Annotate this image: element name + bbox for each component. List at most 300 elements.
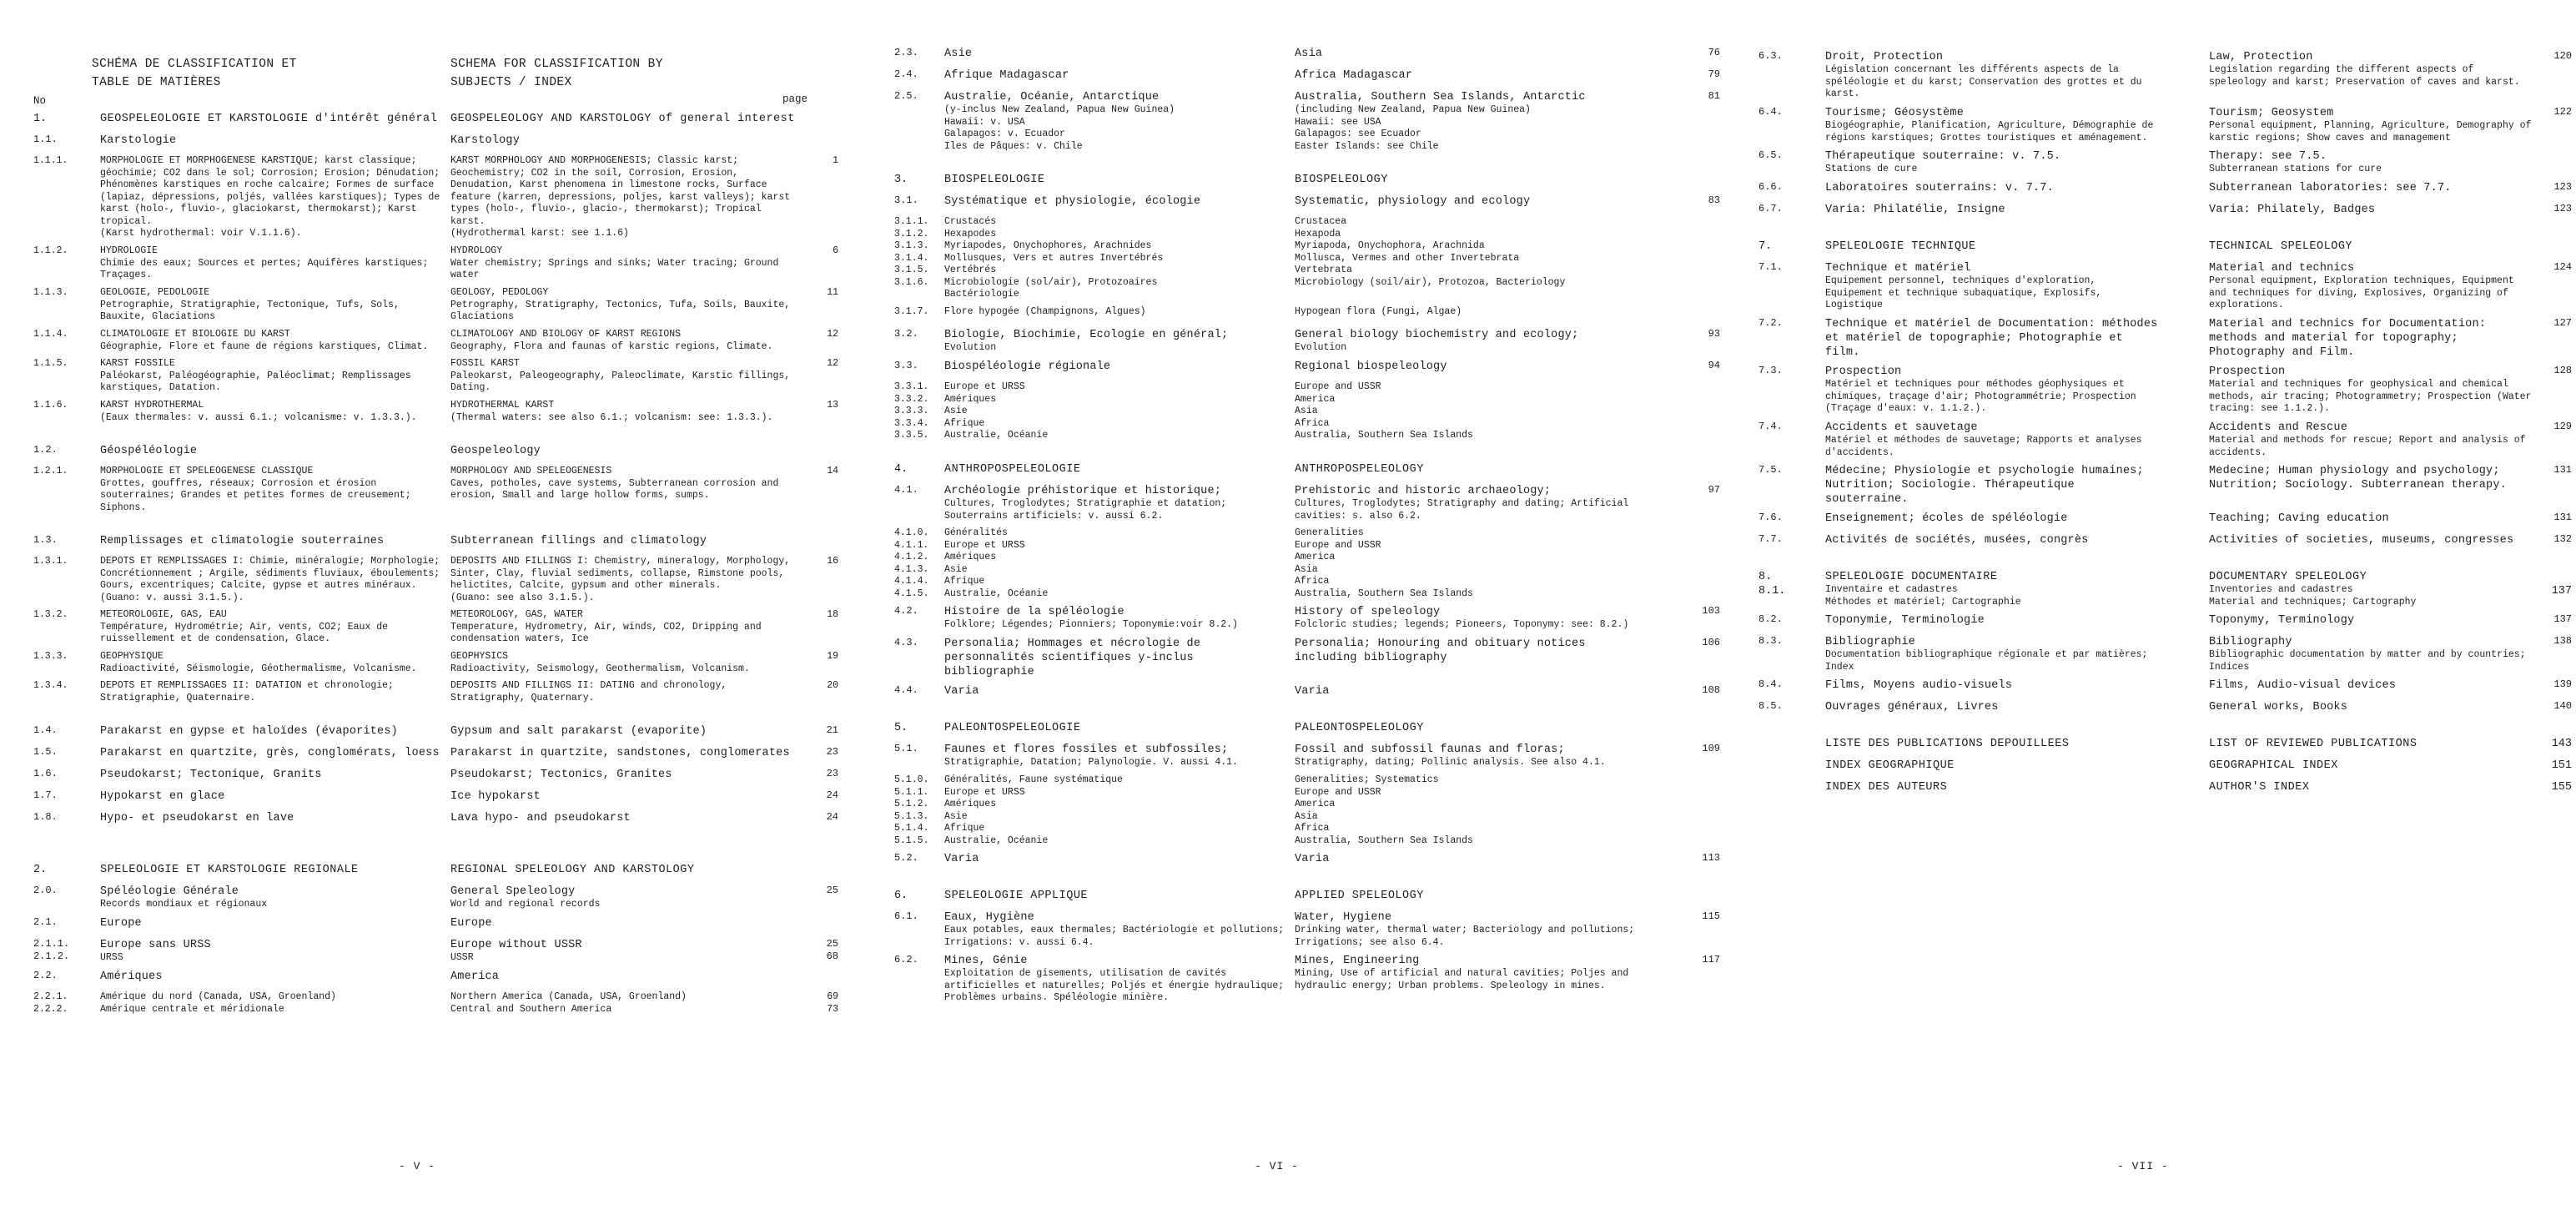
french-entry	[100, 155, 442, 240]
french-title: SPELEOLOGIE APPLIQUE	[944, 890, 1089, 902]
english-entry	[2209, 149, 2534, 176]
page-folio: - V -	[399, 1160, 436, 1172]
page-number: 120	[2553, 50, 2572, 62]
english-title: Mines, Engineering	[1295, 955, 1420, 967]
english-title: LIST OF REVIEWED PUBLICATIONS	[2209, 738, 2418, 750]
entry-number: 2.2.1. 2.2.2.	[33, 991, 68, 1015]
french-details: Inventaire et cadastres Méthodes et matériel; Cartographie	[1825, 584, 2021, 608]
page-number: 155	[2551, 781, 2572, 794]
english-details: Personal equipment, Exploration techniques, Equipment and techniques for diving, Explosives, Organizing of explorations.	[2209, 275, 2514, 310]
english-details: Legislation regarding the different aspects of speleology and karst; Preservation of caves and karst.	[2209, 64, 2520, 88]
english-title: Water, Hygiene	[1295, 911, 1392, 924]
page-number: 109	[1702, 743, 1720, 754]
english-entry	[1295, 684, 1645, 698]
page-number: 97	[1708, 484, 1720, 496]
french-entry	[100, 112, 442, 126]
french-entry	[100, 466, 442, 514]
english-entry	[1295, 194, 1645, 209]
page-number: 139	[2553, 678, 2572, 690]
french-details: Eaux potables, eaux thermales; Bactériologie et pollutions; Irrigations: v. aussi 6.4.	[944, 925, 1285, 948]
french-title: SPELEOLOGIE ET KARSTOLOGIE REGIONALE	[100, 864, 359, 876]
page-number: 79	[1708, 68, 1720, 80]
page-number: 106	[1702, 637, 1720, 648]
french-entry	[1825, 317, 2159, 360]
english-details: MORPHOLOGY AND SPELEOGENESIS Caves, potholes, cave systems, Subterranean corrosion and erosion, Small and large hollow forms, sumps.	[450, 466, 779, 501]
english-title: Gypsum and salt parakarst (evaporite)	[450, 725, 707, 738]
french-entry	[1825, 678, 2159, 693]
english-entry	[450, 534, 797, 548]
french-title: Remplissages et climatologie souterraines	[100, 535, 385, 547]
french-details: Crustacés Hexapodes Myriapodes, Onychophores, Arachnides Mollusques, Vers et autres Invertébrés Vertébrés Microbiologie (sol/air), Protozoaires Bactériologie	[944, 216, 1164, 300]
page-number: 24	[826, 789, 838, 801]
entry-number: 2.3.	[894, 47, 918, 58]
page-number: 14	[827, 466, 838, 476]
english-title: Medecine; Human physiology and psychology; Nutrition; Sociology. Subterranean therapy.	[2209, 465, 2507, 492]
english-title: Systematic, physiology and ecology	[1295, 195, 1531, 208]
entry-number: 7.	[1758, 240, 1773, 253]
english-entry	[450, 134, 797, 148]
english-entry	[450, 768, 797, 782]
french-entry	[100, 768, 442, 782]
french-title: SCHÉMA DE CLASSIFICATION ET TABLE DE MATIÈRES	[92, 58, 297, 89]
toc-entry	[33, 863, 851, 880]
entry-number: 1.1.6.	[33, 400, 68, 411]
toc-entry	[894, 910, 1720, 949]
french-details: Stations de cure	[1825, 164, 1918, 174]
french-title: Varia: Philatélie, Insigne	[1825, 204, 2005, 216]
french-title: Parakarst en quartzite, grès, conglomérats, loess	[100, 747, 440, 759]
french-details: MORPHOLOGIE ET SPELEOGENESE CLASSIQUE Grottes, gouffres, réseaux; Corrosion et érosion souterraines; Grandes et petites formes de creusement; Siphons.	[100, 466, 411, 513]
french-title: Laboratoires souterrains: v. 7.7.	[1825, 182, 2054, 194]
page-number: 19	[827, 651, 838, 662]
english-title: Lava hypo- and pseudokarst	[450, 812, 631, 824]
french-details: URSS	[100, 952, 123, 963]
french-title: Afrique Madagascar	[944, 69, 1069, 82]
page-number: 123	[2553, 181, 2572, 193]
english-entry	[450, 466, 797, 502]
english-entry	[2209, 239, 2534, 254]
french-entry	[944, 774, 1286, 847]
toc-entry	[1758, 678, 2576, 695]
page-number: 93	[1708, 328, 1720, 340]
french-entry	[944, 68, 1286, 83]
toc-entry	[33, 811, 851, 828]
english-details: METEOROLOGY, GAS, WATER Temperature, Hydrometry, Air, winds, CO2, Dripping and condensation waters, Ice	[450, 609, 762, 644]
french-title: Australie, Océanie, Antarctique	[944, 91, 1160, 103]
french-entry	[1825, 203, 2159, 217]
english-title: Asia	[1295, 48, 1323, 60]
english-title: ANTHROPOSPELEOLOGY	[1295, 463, 1424, 476]
page-number: 132	[2553, 533, 2572, 545]
french-entry	[100, 885, 442, 911]
english-entry	[450, 609, 797, 646]
english-entry	[2209, 421, 2534, 459]
english-title: Toponymy, Terminology	[2209, 614, 2355, 627]
page-number: 69 73	[827, 991, 838, 1015]
toc-entry	[1758, 317, 2576, 360]
english-title: Varia	[1295, 685, 1330, 698]
english-details: Personal equipment, Planning, Agriculture, Demography of karstic regions; Show caves and management	[2209, 120, 2532, 144]
french-entry	[100, 556, 442, 604]
french-entry	[944, 360, 1286, 374]
english-details: Northern America (Canada, USA, Groenland) Central and Southern America	[450, 991, 687, 1015]
french-title: Archéologie préhistorique et historique;	[944, 485, 1222, 497]
english-title: SCHEMA FOR CLASSIFICATION BY SUBJECTS / INDEX	[450, 58, 663, 89]
entry-number: 6.1.	[894, 910, 918, 922]
page-number: 137	[2551, 585, 2572, 597]
french-title: Géospéléologie	[100, 445, 198, 457]
french-entry	[100, 444, 442, 458]
toc-entry	[1758, 635, 2576, 673]
page-folio: - VI -	[1255, 1160, 1299, 1172]
french-entry	[1825, 700, 2159, 714]
toc-entries	[1758, 50, 2576, 797]
toc-page-vii	[1718, 0, 2576, 1215]
page-number: 24	[826, 811, 838, 823]
french-entry	[1825, 365, 2159, 416]
french-details: Folklore; Légendes; Pionniers; Toponymie:voir 8.2.)	[944, 619, 1238, 630]
toc-entry	[894, 774, 1716, 847]
english-entry	[450, 444, 797, 458]
french-title: BIOSPELEOLOGIE	[944, 174, 1045, 186]
toc-entry	[1758, 149, 2576, 176]
french-title: Films, Moyens audio-visuels	[1825, 679, 2013, 692]
toc-entry	[33, 938, 851, 965]
english-title: APPLIED SPELEOLOGY	[1295, 890, 1424, 902]
english-details: Material and techniques for geophysical and chemical methods, air tracing; Photogrammetry; Prospection (Water tracing: see 1.1.2.).	[2209, 379, 2532, 414]
french-details: Documentation bibliographique régionale et par matières; Index	[1825, 649, 2148, 673]
french-entry	[100, 746, 442, 760]
entry-number: 1.3.4.	[33, 680, 68, 691]
entry-number: 1.5.	[33, 746, 58, 758]
french-entry	[944, 306, 1286, 319]
english-entry	[2209, 50, 2534, 88]
toc-entry	[33, 970, 851, 986]
english-title: Personalia; Honouring and obituary notices including bibliography	[1295, 638, 1586, 664]
french-entry	[100, 789, 442, 804]
french-entry	[100, 680, 442, 704]
english-title: General Speleology	[450, 885, 576, 898]
entry-number: 2.2.	[33, 970, 58, 981]
french-details: GEOPHYSIQUE Radioactivité, Séismologie, Géothermalisme, Volcanisme.	[100, 651, 417, 674]
french-title: PALEONTOSPELEOLOGIE	[944, 722, 1081, 734]
english-entry	[1295, 462, 1645, 476]
french-title: Mines, Génie	[944, 955, 1028, 967]
french-entry	[944, 889, 1286, 903]
english-entry	[1295, 774, 1645, 847]
toc-entry	[1758, 570, 2576, 608]
french-title: Systématique et physiologie, écologie	[944, 195, 1201, 208]
page-number: 11	[827, 287, 838, 298]
french-title: INDEX DES AUTEURS	[1825, 781, 1948, 794]
english-details: CLIMATOLOGY AND BIOLOGY OF KARST REGIONS Geography, Flora and faunas of karstic regions, Climate.	[450, 329, 773, 352]
english-entry	[2209, 759, 2534, 773]
english-title: Law, Protection	[2209, 51, 2313, 63]
english-title: Africa Madagascar	[1295, 69, 1413, 82]
page-number: 140	[2553, 700, 2572, 712]
french-entry	[944, 527, 1286, 600]
french-entry	[1825, 464, 2159, 507]
french-title: Europe sans URSS	[100, 939, 211, 951]
french-entry	[100, 534, 442, 548]
french-entry	[1825, 50, 2159, 101]
page-number: 129	[2553, 421, 2572, 432]
english-entry	[2209, 106, 2534, 144]
english-title: Varia	[1295, 853, 1330, 865]
french-entry	[100, 651, 442, 675]
toc-entry	[33, 155, 851, 240]
french-title: Enseignement; écoles de spéléologie	[1825, 512, 2068, 525]
french-entry	[100, 245, 442, 282]
english-title: Pseudokarst; Tectonics, Granites	[450, 769, 672, 781]
english-title: BIOSPELEOLOGY	[1295, 174, 1388, 186]
english-details: (including New Zealand, Papua New Guinea) Hawaii: see USA Galapagos: see Ecuador Easter Islands: see Chile	[1295, 104, 1531, 152]
english-details: Europe and USSR America Asia Africa Australia, Southern Sea Islands	[1295, 381, 1473, 441]
french-entry	[944, 954, 1286, 1005]
entry-number: 2.5.	[894, 90, 918, 102]
entry-number: 1.1.	[33, 134, 58, 145]
english-title: Material and technics	[2209, 262, 2355, 275]
french-entry	[944, 194, 1286, 209]
toc-entry	[894, 484, 1720, 522]
toc-entry	[1758, 239, 2576, 256]
french-details: Législation concernant les différents aspects de la spéléologie et du karst; Conservation des grottes et du karst.	[1825, 64, 2142, 99]
english-details: FOSSIL KARST Paleokarst, Paleogeography, Paleoclimate, Karstic fillings, Dating.	[450, 358, 791, 393]
french-entry	[100, 358, 442, 395]
french-entry	[1825, 613, 2159, 628]
english-entry	[1295, 743, 1645, 769]
english-title: AUTHOR'S INDEX	[2209, 781, 2310, 794]
page-number: 25	[826, 885, 838, 896]
french-title: Amériques	[100, 970, 163, 983]
french-entry	[1825, 759, 2159, 773]
entry-number: 1.1.1.	[33, 155, 68, 166]
page-number: 81	[1708, 90, 1720, 102]
french-title: Varia	[944, 685, 979, 698]
english-entry	[2209, 464, 2534, 492]
english-entry	[450, 155, 797, 240]
english-entry	[1295, 527, 1645, 600]
french-title: GEOSPELEOLOGIE ET KARSTOLOGIE d'intérêt général	[100, 113, 438, 125]
french-entry	[944, 605, 1286, 632]
english-details: DEPOSITS AND FILLINGS I: Chemistry, mineralogy, Morphology, Sinter, Clay, fluvial sediments, collapse, Rimstone pools, helictites, Calcite, gypsum and other minerals. (Guano: see also 3.1.5.).	[450, 556, 791, 603]
french-entry	[100, 287, 442, 324]
toc-entry	[894, 360, 1720, 376]
toc-entry	[894, 605, 1720, 632]
toc-entry	[33, 789, 851, 806]
english-title: Material and technics for Documentation: methods and material for topography; Photography and Film.	[2209, 318, 2487, 359]
english-details: Evolution	[1295, 342, 1347, 353]
french-title: SPELEOLOGIE TECHNIQUE	[1825, 240, 1976, 253]
french-details: METEOROLOGIE, GAS, EAU Température, Hydrométrie; Air, vents, CO2; Eaux de ruissellement et de condensation, Glace.	[100, 609, 389, 644]
toc-entries	[33, 112, 851, 1016]
toc-entry	[1758, 613, 2576, 630]
page-number: 21	[826, 724, 838, 736]
page-number: 12	[827, 329, 838, 340]
english-entry	[450, 556, 797, 604]
entry-number: 1.1.5.	[33, 358, 68, 369]
page-number: 127	[2553, 317, 2572, 329]
toc-page-vi	[859, 0, 1718, 1215]
english-title: Varia: Philately, Badges	[2209, 204, 2376, 216]
french-title: Spéléologie Générale	[100, 885, 239, 898]
english-title: Activities of societies, museums, congresses	[2209, 534, 2514, 547]
french-details: HYDROLOGIE Chimie des eaux; Sources et pertes; Aquifères karstiques; Traçages.	[100, 245, 429, 280]
english-title: Therapy: see 7.5.	[2209, 150, 2327, 163]
toc-header	[92, 55, 843, 108]
french-entry	[100, 938, 442, 965]
english-title: Parakarst in quartzite, sandstones, conglomerates	[450, 747, 790, 759]
toc-entry	[33, 556, 851, 604]
english-details: Subterranean stations for cure	[2209, 164, 2382, 174]
french-entry	[100, 811, 442, 825]
english-title: Prehistoric and historic archaeology;	[1295, 485, 1552, 497]
french-details: DEPOTS ET REMPLISSAGES I: Chimie, minéralogie; Morphologie; Concrétionnement ; Argile, sédiments fluviaux, éboulements; Gours, excentriques; Calcite, gypse et autres minéraux. (Guano: v. aussi 3.1.5.).	[100, 556, 440, 603]
french-title: Tourisme; Géosystème	[1825, 107, 1965, 119]
english-title: Subterranean fillings and climatology	[450, 535, 707, 547]
french-entry	[1825, 533, 2159, 547]
english-details: Inventories and cadastres Material and techniques; Cartography	[2209, 584, 2417, 608]
french-details: Matériel et techniques pour méthodes géophysiques et chimiques, traçage d'air; Photogrammétrie; Prospection (Traçage d'eaux: v. 1.1.2.).	[1825, 379, 2136, 414]
entry-number: 8.4.	[1758, 678, 1783, 690]
french-entry	[1825, 512, 2159, 526]
toc-entry	[1758, 533, 2576, 550]
english-entry	[2209, 512, 2534, 526]
english-entry	[450, 991, 797, 1016]
english-details: Hypogean flora (Fungi, Algae)	[1295, 306, 1462, 317]
english-entry	[450, 287, 797, 324]
english-entry	[450, 358, 797, 395]
english-entry	[450, 746, 797, 760]
french-entry	[100, 329, 442, 353]
french-entry	[1825, 239, 2159, 254]
french-title: Technique et matériel	[1825, 262, 1971, 275]
english-entry	[450, 680, 797, 704]
english-title: Australia, Southern Sea Islands, Antarctic	[1295, 91, 1586, 103]
french-details: GEOLOGIE, PEDOLOGIE Petrographie, Stratigraphie, Tectonique, Tufs, Sols, Bauxite, Glaciations	[100, 287, 400, 322]
english-title: Geospeleology	[450, 445, 541, 457]
toc-entry	[33, 329, 851, 353]
entry-number: 3.3.1. 3.3.2. 3.3.3. 3.3.4. 3.3.5.	[894, 381, 929, 441]
toc-entry	[894, 173, 1716, 189]
english-title: PALEONTOSPELEOLOGY	[1295, 722, 1424, 734]
toc-entry	[1758, 365, 2576, 416]
number-column-header: No	[33, 95, 47, 107]
english-details: Material and methods for rescue; Report and analysis of accidents.	[2209, 435, 2526, 458]
french-entry	[1825, 570, 2159, 608]
toc-entry	[33, 724, 851, 741]
french-entry	[100, 916, 442, 930]
toc-entry	[1758, 464, 2576, 507]
french-title: Biospéléologie régionale	[944, 360, 1111, 373]
entry-number: 2.1.	[33, 916, 58, 928]
entry-number: 1.8.	[33, 811, 58, 823]
french-entry	[944, 173, 1286, 187]
english-entry	[1295, 173, 1645, 187]
french-entry	[100, 991, 442, 1016]
french-details: (y-inclus New Zealand, Papua New Guinea) Hawaii: v. USA Galapagos: v. Ecuador Iles de Pâques: v. Chile	[944, 104, 1175, 152]
entry-number: 1.3.1.	[33, 556, 68, 567]
toc-entry	[33, 885, 851, 911]
toc-entry	[33, 768, 851, 784]
french-entry	[100, 970, 442, 984]
entry-number: 8.3.	[1758, 635, 1783, 647]
page-number: 103	[1702, 605, 1720, 617]
entry-number: 6.	[894, 890, 908, 902]
page-number: 18	[827, 609, 838, 620]
french-entry	[944, 90, 1286, 153]
english-title: Tourism; Geosystem	[2209, 107, 2334, 119]
entry-number: 7.2.	[1758, 317, 1783, 329]
english-entry	[1295, 306, 1645, 319]
french-entry	[1825, 421, 2159, 459]
french-details: Biogéographie, Planification, Agriculture, Démographie de régions karstiques; Grottes touristiques et aménagement.	[1825, 120, 2154, 144]
page-number: 23	[826, 768, 838, 779]
french-details: Généralités, Faune systématique Europe et URSS Amériques Asie Afrique Australie, Océanie	[944, 774, 1123, 846]
toc-entry	[33, 534, 851, 551]
toc-entry	[1758, 203, 2576, 219]
english-entry	[450, 112, 797, 126]
english-entry	[450, 916, 797, 930]
english-entry	[1295, 484, 1645, 522]
page-number: 113	[1702, 852, 1720, 864]
english-entry	[2209, 780, 2534, 794]
english-entry	[2209, 613, 2534, 628]
french-title: Ouvrages généraux, Livres	[1825, 701, 1999, 713]
toc-entry	[1758, 737, 2576, 754]
english-entry	[1295, 328, 1645, 355]
entry-number: 2.0.	[33, 885, 58, 896]
english-entry	[450, 400, 797, 424]
french-entry	[944, 462, 1286, 476]
entry-number: 4.1.0. 4.1.1. 4.1.2. 4.1.3. 4.1.4. 4.1.5.	[894, 527, 929, 599]
entry-number: 6.4.	[1758, 106, 1783, 118]
page-number: 131	[2553, 512, 2572, 523]
english-entry	[2209, 570, 2534, 608]
toc-entry	[894, 684, 1720, 701]
french-details: Matériel et méthodes de sauvetage; Rapports et analyses d'accidents.	[1825, 435, 2142, 458]
entry-number: 5.2.	[894, 852, 918, 864]
entry-number: 6.2.	[894, 954, 918, 965]
toc-entry	[33, 680, 851, 704]
french-details: Europe et URSS Amériques Asie Afrique Australie, Océanie	[944, 381, 1049, 441]
french-title: SPELEOLOGIE DOCUMENTAIRE	[1825, 571, 1998, 583]
english-details: HYDROTHERMAL KARST (Thermal waters: see also 6.1.; volcanism: see: 1.3.3.).	[450, 400, 773, 423]
french-title: Varia	[944, 853, 979, 865]
english-title: Accidents and Rescue	[2209, 421, 2348, 434]
english-title: GEOGRAPHICAL INDEX	[2209, 759, 2338, 772]
french-details: MORPHOLOGIE ET MORPHOGENESE KARSTIQUE; karst classique; géochimie; CO2 dans le sol; Corrosion; Erosion; Dénudation; Phénomènes karstiques en roche calcaire; Formes de surface (lapiaz, dépressions, poljés, vallées karstiques); Types de karst (holo-, fluvio-, glaciokarst, thermokarst); Karst tropical. (Karst hydrothermal: voir V.1.1.6).	[100, 155, 440, 239]
english-entry	[450, 724, 797, 739]
entry-number: 1.6.	[33, 768, 58, 779]
english-entry	[2209, 737, 2534, 751]
french-title: LISTE DES PUBLICATIONS DEPOUILLEES	[1825, 738, 2070, 750]
toc-entry	[1758, 759, 2576, 775]
page-number: 128	[2553, 365, 2572, 376]
english-title: America	[450, 970, 500, 983]
entry-number: 6.7.	[1758, 203, 1783, 214]
english-title: Prospection	[2209, 366, 2286, 378]
entry-number: 1.3.	[33, 534, 58, 546]
page-number: 12	[827, 358, 838, 369]
english-details: GEOLOGY, PEDOLOGY Petrography, Stratigraphy, Tectonics, Tufa, Soils, Bauxite, Glaciations	[450, 287, 791, 322]
french-details: Généralités Europe et URSS Amériques Asie Afrique Australie, Océanie	[944, 527, 1049, 599]
page-number: 117	[1702, 954, 1720, 965]
english-entry	[1295, 90, 1645, 153]
entry-number: 3.	[894, 174, 908, 186]
english-details: Cultures, Troglodytes; Stratigraphy and dating; Artificial cavities: s. also 6.2.	[1295, 498, 1629, 522]
french-title: Parakarst en gypse et haloïdes (évaporites)	[100, 725, 398, 738]
